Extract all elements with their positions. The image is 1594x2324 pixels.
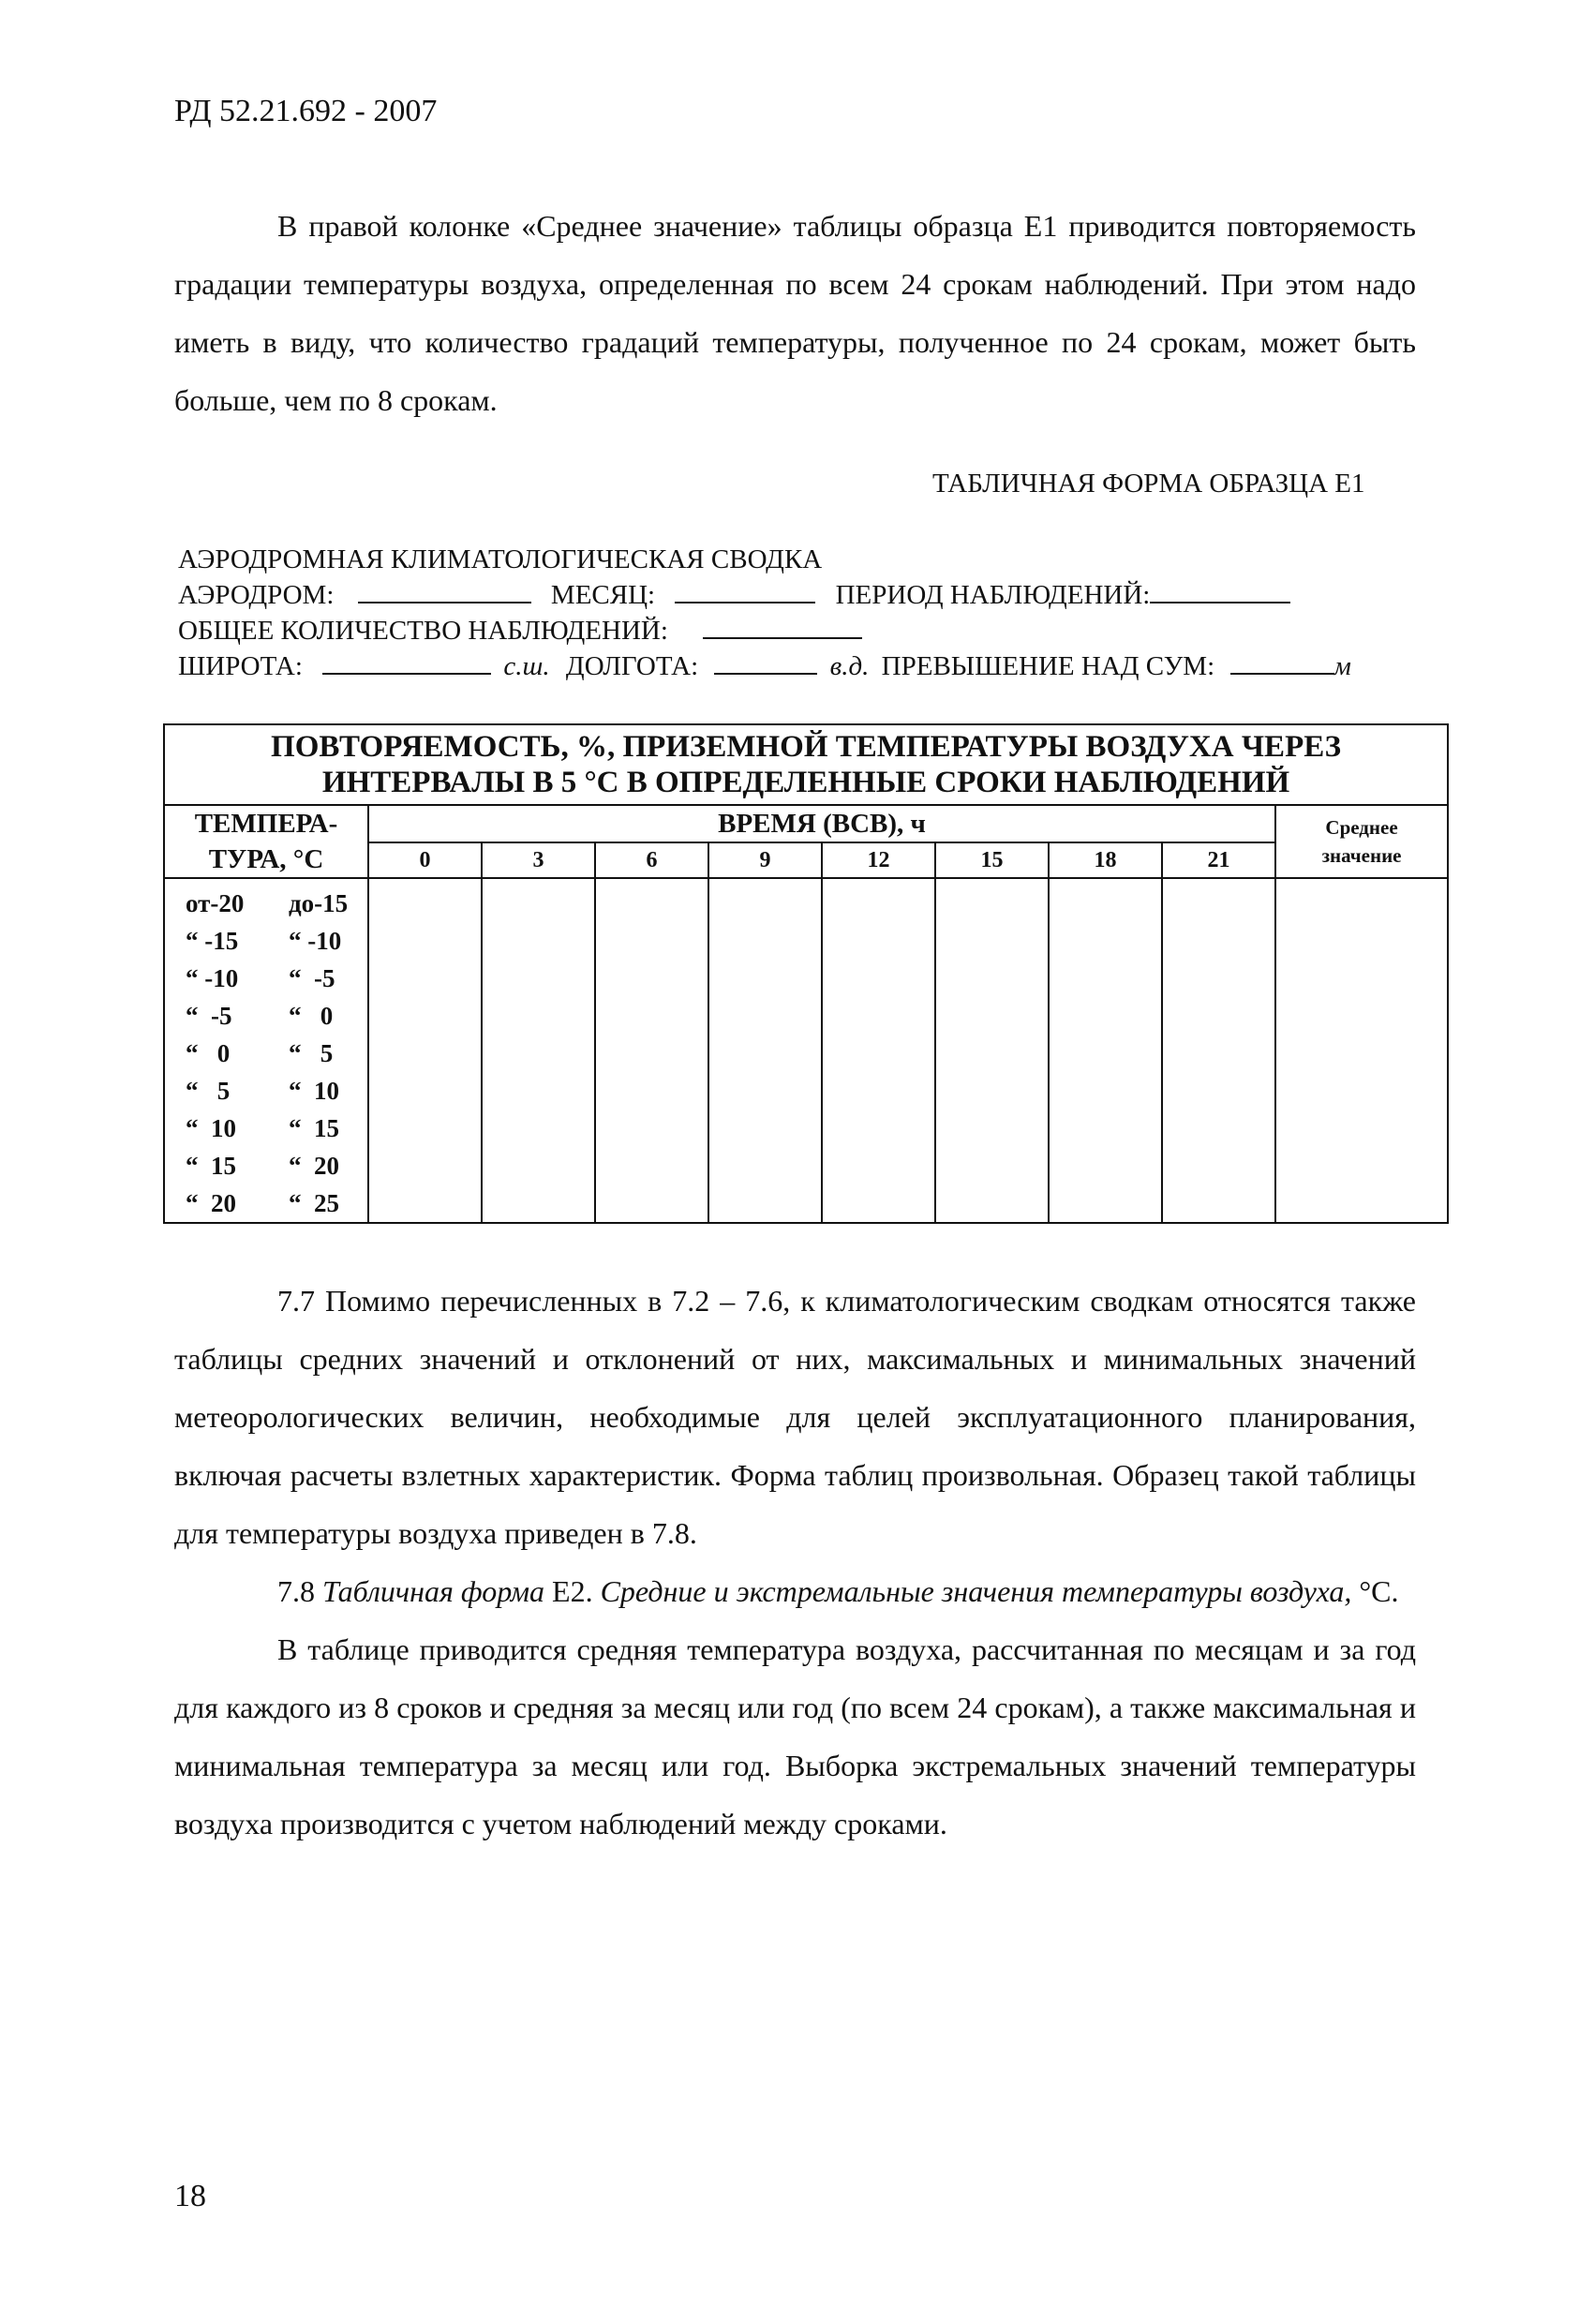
data-cell[interactable] [595, 878, 708, 1223]
range-row: “ 15 “ 20 [186, 1152, 339, 1180]
hour-header: 6 [595, 842, 708, 878]
range-row: “ 20 “ 25 [186, 1189, 339, 1217]
hour-header: 3 [482, 842, 595, 878]
time-header: ВРЕМЯ (ВСВ), ч [368, 805, 1275, 842]
month-label: МЕСЯЦ: [550, 580, 656, 610]
latitude-field[interactable] [322, 652, 491, 675]
temperature-frequency-table [163, 723, 1449, 1224]
elevation-field[interactable] [1230, 652, 1333, 675]
period-field[interactable] [1150, 581, 1290, 603]
average-header: Среднее значение [1275, 805, 1448, 878]
temperature-header: ТЕМПЕРА- ТУРА, °С [164, 805, 368, 878]
form-label: ТАБЛИЧНАЯ ФОРМА ОБРАЗЦА Е1 [932, 469, 1365, 499]
period-label: ПЕРИОД НАБЛЮДЕНИЙ: [835, 580, 1151, 610]
hour-header: 18 [1049, 842, 1162, 878]
paragraph-7-8: 7.8 Табличная форма Е2. Средние и экстремальные значения температуры воздуха, °С. [277, 1574, 1399, 1608]
elevation-unit: м [1333, 651, 1351, 681]
range-row: “ 5 “ 10 [186, 1077, 339, 1105]
data-cell[interactable] [708, 878, 822, 1223]
longitude-field[interactable] [714, 652, 817, 675]
document-header: РД 52.21.692 - 2007 [174, 94, 438, 128]
range-row: “ -15 “ -10 [186, 927, 342, 955]
form-title: АЭРОДРОМНАЯ КЛИМАТОЛОГИЧЕСКАЯ СВОДКА [178, 544, 823, 574]
data-cell[interactable] [1049, 878, 1162, 1223]
range-row: “ -5 “ 0 [186, 1002, 334, 1030]
paragraph-7-7: 7.7 Помимо перечисленных в 7.2 – 7.6, к климатологическим сводкам относятся также таблицы средних значений и отклонений от них, максимальных и минимальных значений метеорологических величин, необходимые для целей эксплуатационного планирования, включая расчеты взлетных характеристик. Форма таблиц произвольная. Образец такой таблицы для температуры воздуха приведен в 7.8. [174, 1284, 1416, 1550]
intro-paragraph: В правой колонке «Среднее значение» таблицы образца Е1 приводится повторяемость градации температуры воздуха, определенная по всем 24 срокам наблюдений. При этом надо иметь в виду, что количество градаций температуры, полученное по 24 срокам, может быть больше, чем по 8 срокам. [174, 209, 1416, 417]
aerodrome-label: АЭРОДРОМ: [178, 580, 335, 610]
total-label: ОБЩЕЕ КОЛИЧЕСТВО НАБЛЮДЕНИЙ: [178, 616, 668, 646]
range-row: “ -10 “ -5 [186, 964, 335, 992]
elevation-label: ПРЕВЫШЕНИЕ НАД СУМ: [881, 651, 1215, 681]
form-fields [178, 542, 1415, 684]
range-row: “ 0 “ 5 [186, 1039, 334, 1067]
data-cell[interactable] [935, 878, 1049, 1223]
latitude-unit: с.ш. [503, 651, 550, 681]
hour-header: 0 [368, 842, 482, 878]
data-cell[interactable] [482, 878, 595, 1223]
latitude-label: ШИРОТА: [178, 651, 303, 681]
longitude-unit: в.д. [829, 651, 870, 681]
page-number: 18 [174, 2179, 206, 2213]
temperature-ranges [164, 878, 368, 1223]
data-cell[interactable] [1162, 878, 1275, 1223]
aerodrome-field[interactable] [358, 581, 531, 603]
data-cell[interactable] [822, 878, 935, 1223]
paragraph-table-description: В таблице приводится средняя температура воздуха, рассчитанная по месяцам и за год для каждого из 8 сроков и средняя за месяц или год (по всем 24 срокам), а также максимальная и минимальная температура за месяц или год. Выборка экстремальных значений температуры воздуха производится с учетом наблюдений между сроками. [174, 1632, 1416, 1840]
hour-header: 9 [708, 842, 822, 878]
body-text [174, 1272, 1416, 1853]
month-field[interactable] [675, 581, 815, 603]
data-cell[interactable] [368, 878, 482, 1223]
longitude-label: ДОЛГОТА: [565, 651, 699, 681]
hour-header: 12 [822, 842, 935, 878]
total-field[interactable] [703, 617, 862, 639]
hour-header: 21 [1162, 842, 1275, 878]
range-row: “ 10 “ 15 [186, 1114, 339, 1142]
range-row: от-20 до-15 [186, 889, 349, 917]
hour-header: 15 [935, 842, 1049, 878]
average-cell[interactable] [1275, 878, 1448, 1223]
table-title: ПОВТОРЯЕМОСТЬ, %, ПРИЗЕМНОЙ ТЕМПЕРАТУРЫ ВОЗДУХА ЧЕРЕЗ ИНТЕРВАЛЫ В 5 °С В ОПРЕДЕЛЕННЫЕ СРОКИ НАБЛЮДЕНИЙ [164, 724, 1448, 805]
